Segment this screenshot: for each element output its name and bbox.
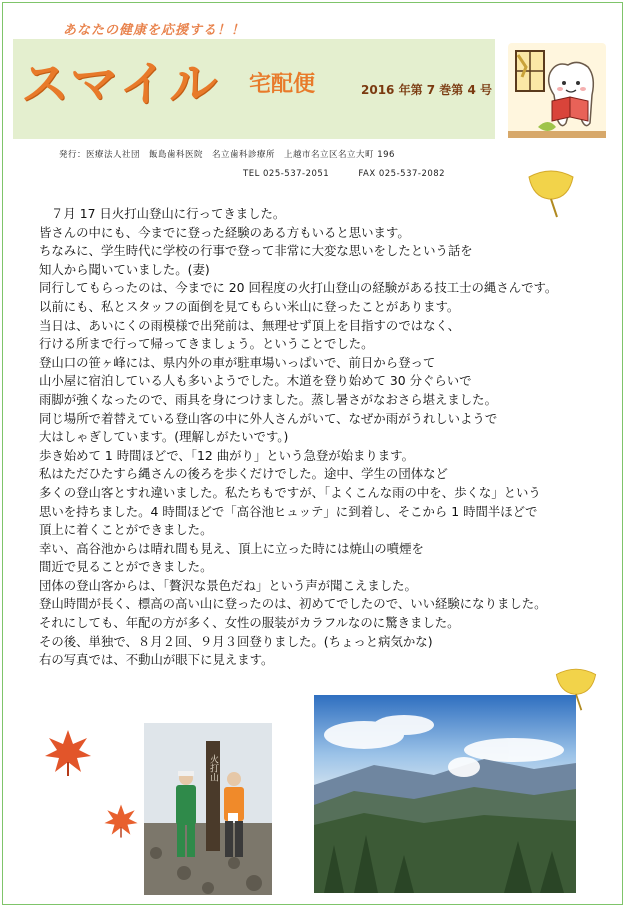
- article-line: 登山口の笹ヶ峰には、県内外の車が駐車場いっぱいで、前日から登って: [39, 354, 436, 370]
- maple-leaf-small-icon: [103, 803, 139, 839]
- summit-climbers-photo: [144, 723, 272, 895]
- article-line: 知人から聞いていました。(妻): [39, 261, 210, 277]
- article-line: 大はしゃぎしています。(理解しがたいです。): [39, 429, 289, 445]
- mountain-landscape-photo: [314, 695, 576, 893]
- article-line: その後、単独で、８月２回、９月３回登りました。(ちょっと病気かな): [39, 633, 433, 649]
- article-line: ちなみに、学生時代に学校の行事で登って非常に大変な思いをしたという話を: [39, 243, 473, 259]
- article-line: 私はただひたすら縄さんの後ろを歩くだけでした。途中、学生の団体など: [39, 466, 448, 482]
- telephone-number: TEL 025-537-2051: [243, 169, 330, 179]
- issue-number: 2016 年第 7 巻第 4 号: [361, 83, 492, 97]
- contact-info: [243, 169, 445, 179]
- maple-leaf-icon: [43, 728, 93, 778]
- article-line: 思いを持ちました。4 時間ほどで「高谷池ヒュッテ」に到着し、そこから 1 時間半ほどで: [39, 503, 538, 519]
- summit-sign-text: 火打山: [208, 754, 218, 782]
- article-line: 団体の登山客からは、「贅沢な景色だね」という声が聞こえました。: [39, 577, 417, 593]
- fax-number: FAX 025-537-2082: [358, 169, 446, 179]
- article-line: 行ける所まで行って帰ってきましょう。ということでした。: [39, 336, 374, 352]
- article-line: それにしても、年配の方が多く、女性の服装がカラフルなのに驚きました。: [39, 615, 460, 631]
- article-line: 頂上に着くことができました。: [39, 522, 213, 538]
- article-line: 右の写真では、不動山が眼下に見えます。: [39, 652, 274, 668]
- newsletter-title: スマイル: [21, 56, 220, 112]
- article-line: 皆さんの中にも、今までに登った経験のある方もいると思います。: [39, 224, 410, 240]
- article-line: 山小屋に宿泊している人も多いようでした。木道を登り始めて 30 分ぐらいで: [39, 373, 472, 389]
- article-line: 同行してもらったのは、今までに 20 回程度の火打山登山の経験がある技工士の縄さんです。: [39, 280, 558, 296]
- tooth-mascot-illustration: [508, 43, 606, 138]
- newsletter-page: [2, 2, 623, 905]
- article-line: 雨脚が強くなったので、雨具を身につけました。蒸し暑さがなおさら堪えました。: [39, 391, 497, 407]
- article-line: 登山時間が長く、標高の高い山に登ったのは、初めてでしたので、いい経験になりました。: [39, 596, 547, 612]
- newsletter-subtitle: 宅配便: [249, 72, 316, 97]
- publisher-info: 発行：医療法人社団 飯島歯科医院 名立歯科診療所 上越市名立区名立大町 196: [59, 150, 395, 160]
- article-line: 当日は、あいにくの雨模様で出発前は、無理せず頂上を目指すのではなく、: [39, 317, 461, 333]
- tagline: あなたの健康を応援する！！: [63, 23, 246, 38]
- article-line: 間近で見ることができました。: [39, 559, 213, 575]
- article-line: 幸い、高谷池からは晴れ間も見え、頂上に立った時には焼山の噴煙を: [39, 540, 424, 556]
- article-line: 多くの登山客とすれ違いました。私たちもですが、「よくこんな雨の中を、歩くな」という: [39, 484, 541, 500]
- article-body: [39, 205, 614, 670]
- article-line: 同じ場所で着替えている登山客の中に外人さんがいて、なぜか雨がうれしいようで: [39, 410, 498, 426]
- article-line: ７月 17 日火打山登山に行ってきました。: [51, 206, 286, 221]
- article-line: 歩き始めて 1 時間ほどで、「12 曲がり」という急登が始まります。: [39, 447, 414, 463]
- article-line: 以前にも、私とスタッフの面倒を見てもらい米山に登ったことがあります。: [39, 298, 460, 314]
